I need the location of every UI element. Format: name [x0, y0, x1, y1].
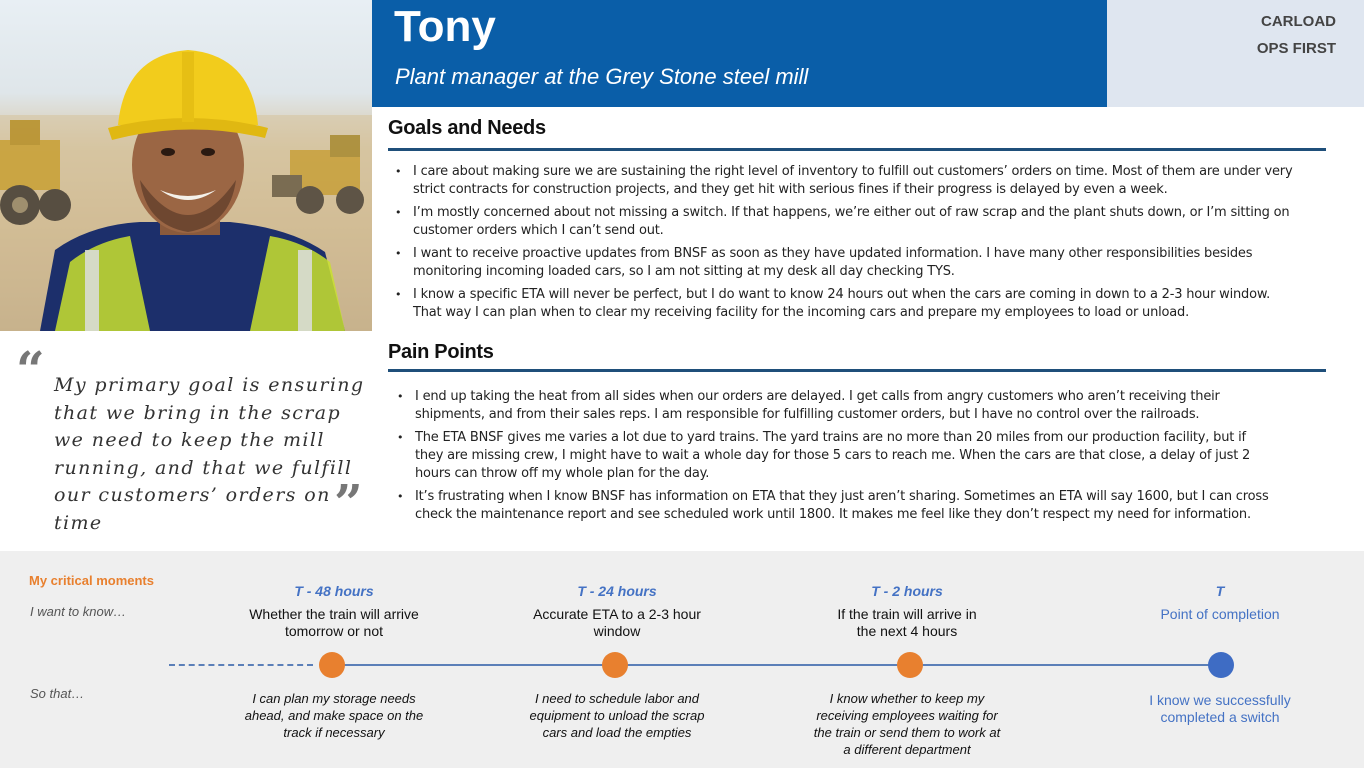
persona-quote: My primary goal is ensuring that we bring in the scrap we need to keep the mill running, and that we fulfill our customers’ orders on time	[54, 374, 365, 534]
completion-dot	[1208, 652, 1234, 678]
moment-so: I know whether to keep my receiving employees waiting for the train or send them to work at a different department	[813, 691, 1001, 757]
tag-carload: CARLOAD	[1261, 13, 1336, 30]
persona-photo	[0, 0, 372, 331]
goals-list	[393, 163, 1293, 327]
goals-divider	[388, 148, 1326, 151]
goals-title: Goals and Needs	[388, 117, 546, 139]
worker-illustration	[0, 0, 372, 331]
goal-item: • I’m mostly concerned about not missing a switch. If that happens, we’re either out of raw scrap and the plant shuts down, or I’m sitting on customer orders which I can’t send out.	[393, 204, 1293, 240]
moment-so: I can plan my storage needs ahead, and make space on the track if necessary	[244, 691, 424, 740]
persona-name: Tony	[394, 2, 496, 51]
pain-points-list	[395, 388, 1275, 529]
header-banner	[372, 0, 1107, 107]
persona-role: Plant manager at the Grey Stone steel mill	[395, 64, 809, 89]
pain-points-title: Pain Points	[388, 341, 494, 363]
moment-time: T - 2 hours	[871, 583, 943, 599]
header-tag-panel	[1107, 0, 1364, 107]
open-quote-icon: “	[16, 340, 45, 399]
pain-points-divider	[388, 369, 1326, 372]
milestone-dot	[602, 652, 628, 678]
moment-time: T - 48 hours	[294, 583, 374, 599]
want-to-know-label: I want to know…	[30, 604, 127, 619]
pain-point-item: • It’s frustrating when I know BNSF has information on ETA that they just aren’t sharing. Sometimes an ETA will say 1600, but I can cross check the maintenance report and see scheduled work until 1800. It makes me feel like they don’t respect my need for information.	[395, 488, 1275, 524]
critical-moments-panel	[0, 551, 1364, 768]
goal-item: • I want to receive proactive updates from BNSF as soon as they have updated information. I have many other responsibilities besides monitoring incoming loaded cars, so I am not sitting at my desk all day checking TYS.	[393, 245, 1293, 281]
moment-want: Whether the train will arrive tomorrow or not	[249, 606, 419, 639]
so-that-label: So that…	[30, 686, 85, 701]
moment-want: Point of completion	[1160, 606, 1280, 622]
moment-want: If the train will arrive in the next 4 hours	[837, 606, 977, 639]
milestone-dot	[319, 652, 345, 678]
pain-point-item: • I end up taking the heat from all sides when our orders are delayed. I get calls from angry customers who aren’t receiving their shipments, and from their sales reps. I am responsible for fulfilling customer orders, but I have no control over the railroads.	[395, 388, 1275, 424]
moment-so: I need to schedule labor and equipment to unload the scrap cars and load the empties	[529, 691, 705, 740]
goal-item: • I know a specific ETA will never be perfect, but I do want to know 24 hours out when the cars are coming in down to a 2-3 hour window. That way I can plan when to clear my receiving facility for the incoming cars and prepare my employees to load or unload.	[393, 286, 1293, 322]
milestone-dot	[897, 652, 923, 678]
timeline-dashed-lead	[169, 664, 313, 666]
moment-so: I know we successfully completed a switch	[1149, 692, 1291, 725]
moment-time: T - 24 hours	[577, 583, 657, 599]
moment-want: Accurate ETA to a 2-3 hour window	[533, 606, 701, 639]
tag-ops-first: OPS FIRST	[1256, 40, 1336, 57]
close-quote-icon: ”	[334, 473, 363, 532]
goal-item: • I care about making sure we are sustaining the right level of inventory to fulfill out customers’ orders on time. Most of them are under very strict contracts for construction projects, and they get hit with serious fines if their progress is delayed by even a week.	[393, 163, 1293, 199]
critical-moments-title: My critical moments	[29, 573, 154, 588]
timeline-line	[332, 664, 1221, 666]
moment-time: T	[1215, 583, 1225, 599]
pain-point-item: • The ETA BNSF gives me varies a lot due to yard trains. The yard trains are no more than 20 miles from our production facility, but if they are missing crew, I might have to wait a whole day for those 5 cars to reach me. When the cars are that close, a delay of just 2 hours can throw off my whole plan for the day.	[395, 429, 1275, 483]
